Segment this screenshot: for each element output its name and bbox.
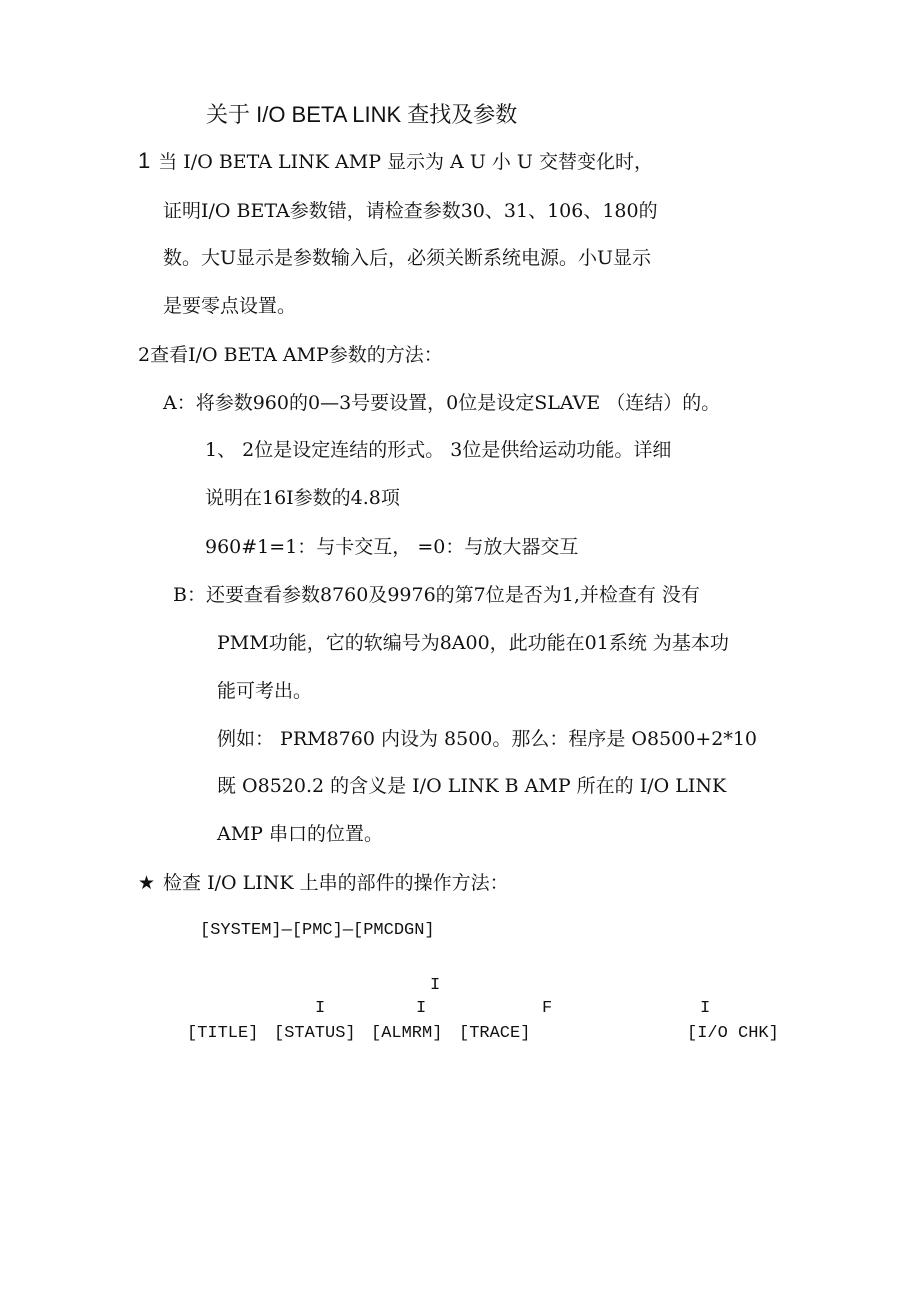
softkey-mark-4: F (542, 999, 553, 1018)
softkey-status: [STATUS] (274, 1024, 356, 1043)
softkey-mark-2: I (416, 999, 427, 1018)
star-icon: ★ (138, 872, 156, 894)
page-title: 关于 I/O BETA LINK 查找及参数 (206, 102, 518, 127)
star-line (138, 870, 509, 896)
section-2-a-line-4: 960#1=1：与卡交互， =0：与放大器交互 (205, 536, 579, 558)
section-1-line-4: 是要零点设置。 (163, 295, 297, 317)
section-1-line-1 (138, 148, 653, 175)
softkey-trace: [TRACE] (459, 1024, 531, 1043)
section-2-b-line-3: 能可考出。 (217, 680, 313, 702)
section-2-a-line-1: A：将参数960的0—3号要设置，0位是设定SLAVE （连结）的。 (163, 392, 721, 414)
softkey-io-chk: [I/O CHK] (687, 1024, 779, 1043)
section-1-line-3: 数。大U显示是参数输入后，必须关断系统电源。小U显示 (163, 247, 652, 269)
softkey-almrm: [ALMRM] (371, 1024, 443, 1043)
section-2-b-line-5: 既 O8520.2 的含义是 I/O LINK B AMP 所在的 I/O LINK (217, 775, 727, 797)
menu-path: [SYSTEM]—[PMC]—[PMCDGN] (200, 921, 435, 940)
section-1-number: 1 (138, 148, 151, 173)
softkey-mark-5: I (700, 999, 711, 1018)
section-2-b-line-2: PMM功能，它的软编号为8A00，此功能在01系统 为基本功 (217, 632, 729, 654)
softkey-mark-1: I (315, 999, 326, 1018)
section-2-a-line-3: 说明在16I参数的4.8项 (205, 487, 400, 509)
section-2-b-line-4: 例如： PRM8760 内设为 8500。那么：程序是 O8500+2*10 (217, 728, 758, 750)
section-2-b-line-6: AMP 串口的位置。 (217, 823, 383, 845)
section-1-line-1-text: 当 I/O BETA LINK AMP 显示为 A U 小 U 交替变化时， (158, 151, 653, 173)
section-2-heading: 2查看I/O BETA AMP参数的方法： (138, 344, 443, 366)
star-text: 检查 I/O LINK 上串的部件的操作方法： (163, 872, 509, 894)
softkey-mark-3: I (430, 976, 441, 995)
section-2-b-line-1: B：还要查看参数8760及9976的第7位是否为1,并检查有 没有 (173, 584, 700, 606)
section-1-line-2: 证明I/O BETA参数错，请检查参数30、31、106、180的 (163, 200, 658, 222)
softkey-title: [TITLE] (187, 1024, 259, 1043)
section-2-a-line-2: 1、 2位是设定连结的形式。 3位是供给运动功能。详细 (205, 439, 672, 461)
